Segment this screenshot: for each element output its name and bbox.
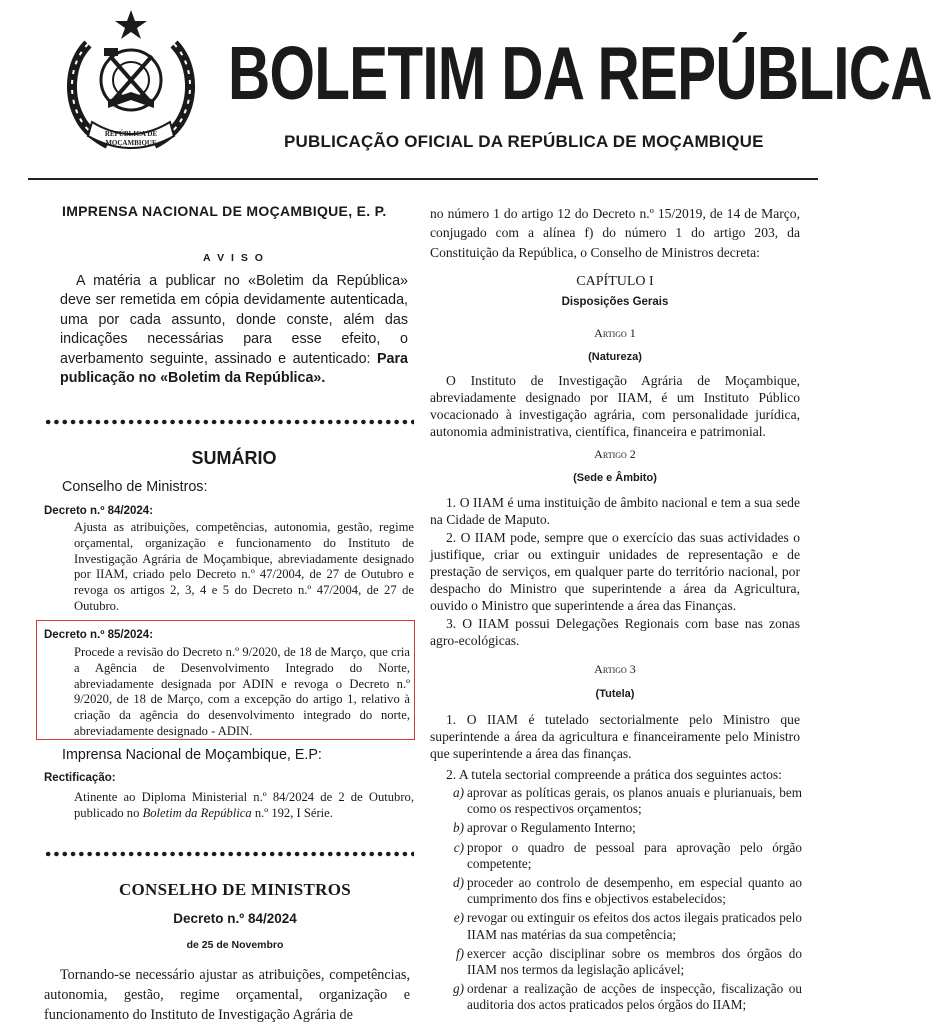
header-rule: [28, 178, 818, 180]
decreto84-label: Decreto n.º 84/2024:: [44, 505, 154, 517]
rectificacao-label: Rectificação:: [44, 772, 116, 784]
decreto-heading: Decreto n.º 84/2024: [173, 911, 297, 926]
conselho-heading: CONSELHO DE MINISTROS: [118, 880, 352, 899]
list-item: a) aprovar as políticas gerais, os planos anuais e plurianuais, bem como os respectivos orçamentos;: [453, 785, 802, 817]
decreto85-label: Decreto n.º 85/2024:: [44, 629, 154, 641]
capitulo-subheading: Disposições Gerais: [561, 296, 669, 308]
rectificacao-text: Atinente ao Diploma Ministerial n.º 84/2024 de 2 de Outubro, publicado no Boletim da República n.º 192, I Série.: [74, 790, 414, 820]
emblem-ribbon-line1: REPÚBLICA DE: [104, 130, 158, 138]
sumario-heading: SUMÁRIO: [191, 448, 277, 468]
decreto85-summary: Procede a revisão do Decreto n.º 9/2020, de 18 de Março, que cria a Agência de Desenvolvimento Integrado do Norte, abreviadamente designada por ADIN e revoga o Decreto n.º 9/2020, de 18 de Março, com a excepção do artigo 1, relativo à criação da agência do desenvolvimento integrado do norte, abreviadamente designado - ADIN.: [74, 645, 410, 738]
artigo2-subheading: (Sede e Âmbito): [573, 472, 657, 484]
artigo2-heading: Artigo 2: [594, 447, 636, 461]
artigo1-heading: Artigo 1: [594, 326, 636, 340]
aviso-text: A matéria a publicar no «Boletim da República» deve ser remetida em cópia devidamente autenticada, uma por cada assunto, donde conste, além das indicações necessárias para esse efeito, o averbamento seguinte, assinado e autenticado: Para publicação no «Boletim da República».: [60, 273, 408, 387]
decreto-date: de 25 de Novembro: [186, 939, 284, 951]
artigo2-para2: 2. O IIAM pode, sempre que o exercício das suas actividades o justifique, criar ou extinguir unidades de representação e de prestação de serviços, em qualquer parte do território nacional, por despacho do Ministro que superintende a área da Agricultura, ouvido o Ministro que superintende a área das Finanças.: [430, 530, 800, 613]
aviso-bold: Para publicação no «Boletim da República».: [60, 350, 408, 387]
artigo3-subheading: (Tutela): [595, 688, 635, 700]
list-item: f) exercer acção disciplinar sobre os membros dos órgãos do IIAM nos termos da legislação aplicável;: [455, 945, 802, 978]
national-emblem: [48, 4, 198, 160]
artigo2-para3: 3. O IIAM possui Delegações Regionais com base nas zonas agro-ecológicas.: [430, 616, 800, 648]
publication-title: BOLETIM DA REPÚBLICA: [228, 31, 932, 115]
artigo1-subheading: (Natureza): [588, 351, 642, 363]
list-item: e) revogar ou extinguir os efeitos dos actos ilegais praticados pelo IIAM nas matérias da sua competência;: [453, 910, 802, 942]
decree-intro: no número 1 do artigo 12 do Decreto n.º 15/2019, de 14 de Março, conjugado com a alínea f) do número 1 do artigo 203, da Constituição da República, o Conselho de Ministros decreta:: [430, 206, 800, 260]
dotted-divider-2: [44, 850, 414, 858]
imprensa-heading: IMPRENSA NACIONAL DE MOÇAMBIQUE, E. P.: [62, 203, 387, 219]
decreto-preamble: Tornando-se necessário ajustar as atribuições, competências, autonomia, gestão, regime orçamental, organização e funcionamento do Instituto de Investigação Agrária de: [44, 967, 410, 1023]
aviso-heading: A V I S O: [203, 252, 265, 264]
list-item: g) ordenar a realização de acções de inspecção, fiscalização ou auditoria dos actos praticados pelos órgãos do IIAM;: [453, 981, 802, 1013]
artigo3-para1: 1. O IIAM é tutelado sectorialmente pelo Ministro que superintende a área da agricultura e financeiramente pelo Ministro que superintende a área das finanças.: [430, 712, 800, 761]
artigo3-heading: Artigo 3: [594, 662, 636, 676]
artigo3-para2: 2. A tutela sectorial compreende a prática dos seguintes actos:: [446, 767, 782, 782]
artigo2-para1: 1. O IIAM é uma instituição de âmbito nacional e tem a sua sede na Cidade de Maputo.: [430, 495, 800, 527]
list-item: d) proceder ao controlo de desempenho, em especial quanto ao cumprimento dos fins e objectivos estabelecidos;: [453, 875, 802, 907]
decreto84-summary: Ajusta as atribuições, competências, autonomia, gestão, regime orçamental, organização e funcionamento do Instituto de Investigação Agrária de Moçambique, abreviadamente designado por IIAM, criado pelo Decreto n.º 47/2004, de 27 de Outubro e revoga os artigos 2, 3, 4 e 5 do Decreto n.º 47/2004, de 27 de Outubro.: [74, 520, 414, 613]
publication-subtitle: PUBLICAÇÃO OFICIAL DA REPÚBLICA DE MOÇAMBIQUE: [284, 132, 764, 151]
list-item: b) aprovar o Regulamento Interno;: [453, 820, 636, 836]
tutela-list: [448, 785, 802, 1014]
dotted-divider-1: [44, 418, 414, 426]
list-item: c) propor o quadro de pessoal para aprovação pelo órgão competente;: [453, 839, 802, 871]
imprensa-ep-label: Imprensa Nacional de Moçambique, E.P:: [62, 747, 322, 763]
emblem-ribbon-line2: MOÇAMBIQUE: [105, 139, 157, 147]
capitulo-heading: CAPÍTULO I: [576, 274, 654, 289]
conselho-label: Conselho de Ministros:: [62, 479, 208, 495]
artigo1-text: O Instituto de Investigação Agrária de Moçambique, abreviadamente designado por IIAM, é um Instituto Público vocacionado à investigação agrária, com personalidade jurídica, autonomia administrativa, científica, financeira e patrimonial.: [430, 373, 800, 439]
